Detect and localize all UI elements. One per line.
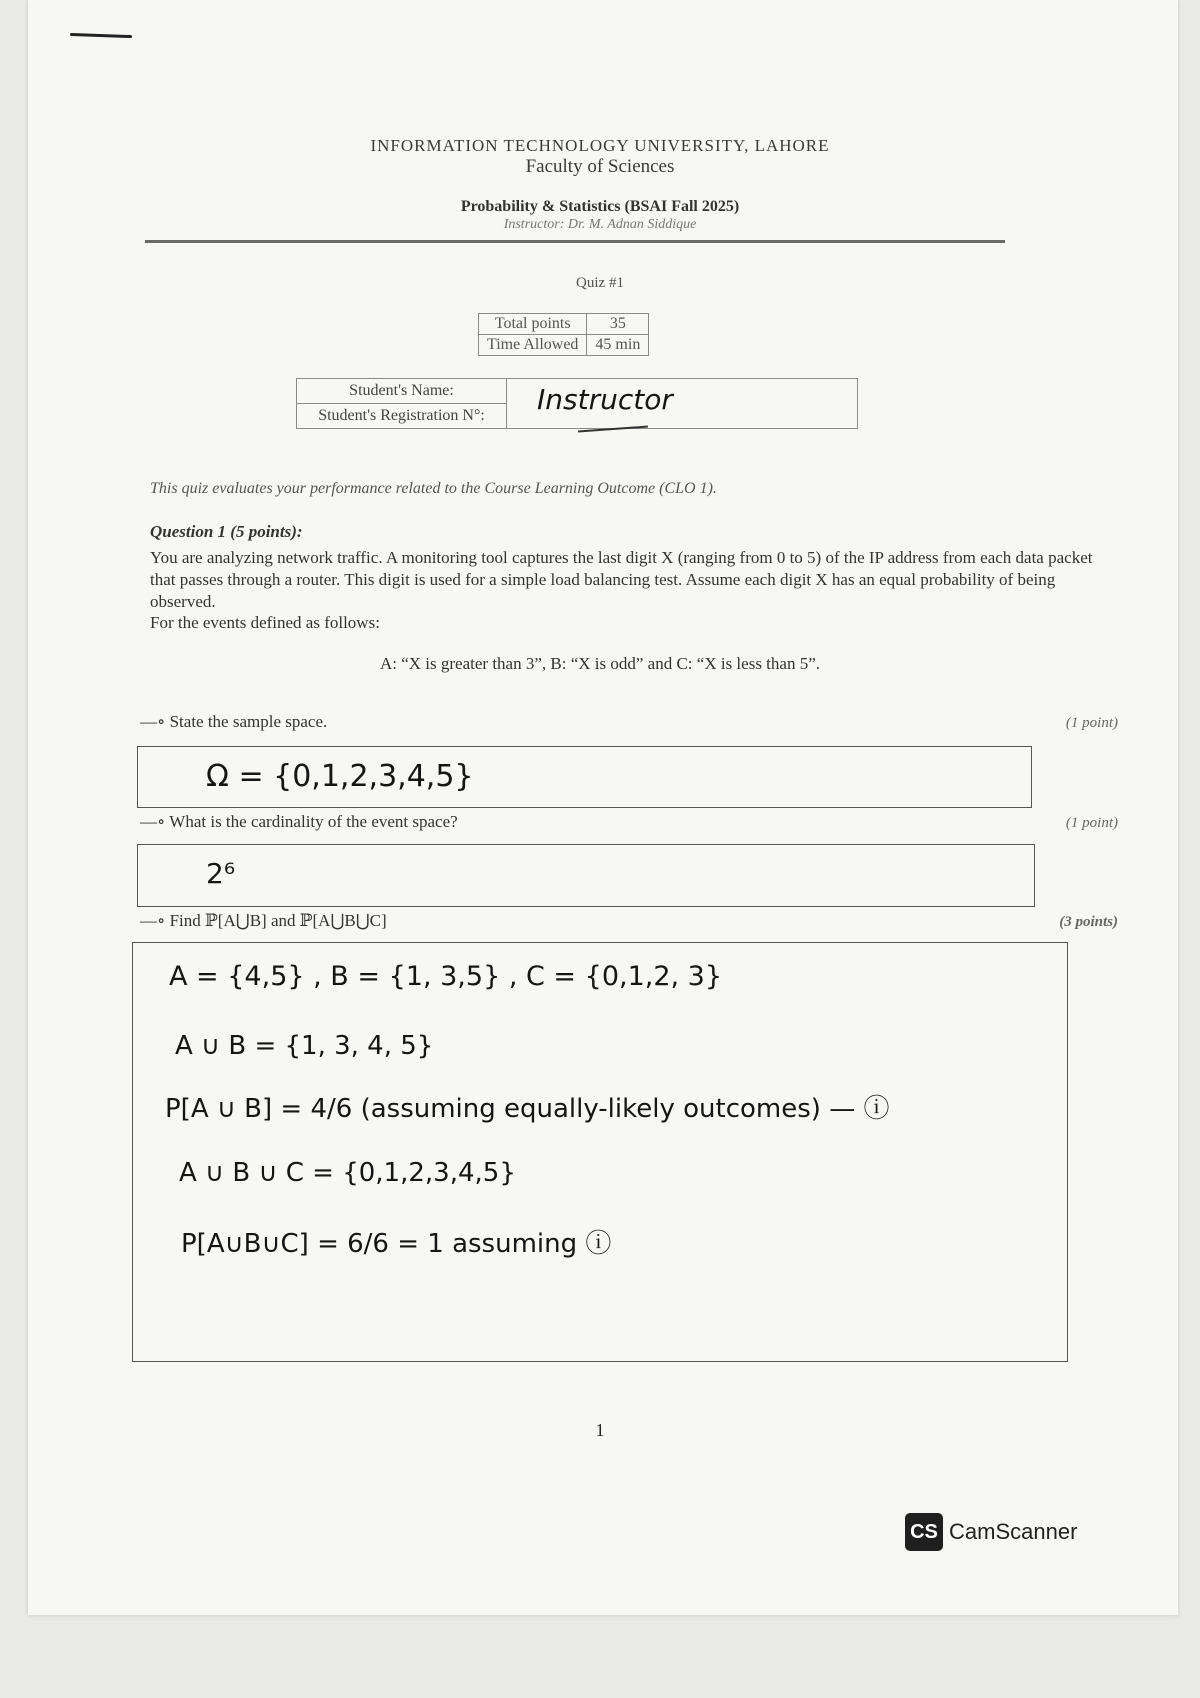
question-heading: Question 1 (5 points): [150, 522, 303, 541]
part1-points: (1 point) [1065, 715, 1118, 731]
student-name-label: Student's Name: [297, 379, 507, 404]
part1-answer: Ω = {0,1,2,3,4,5} [206, 759, 474, 794]
header-divider [145, 240, 1005, 243]
info-table [478, 313, 649, 356]
part3-answer-line: A ∪ B = {1, 3, 4, 5} [175, 1031, 434, 1061]
part3-answer-line: A ∪ B ∪ C = {0,1,2,3,4,5} [179, 1158, 516, 1188]
part3-answer-line: P[A∪B∪C] = 6/6 = 1 assuming ⓘ [181, 1229, 612, 1259]
info-value: 45 min [587, 335, 649, 356]
events-intro: For the events defined as follows: [150, 613, 380, 632]
question-body: You are analyzing network traffic. A monitoring tool captures the last digit X (ranging from 0 to 5) of the IP address from each data packet that passes through a router. This digit is used for a simple load balancing test. Assume each digit X has an equal probability of being observed. [150, 548, 1093, 611]
info-label: Time Allowed [479, 335, 587, 356]
part2-answer-box[interactable] [137, 844, 1035, 907]
camscanner-name: CamScanner [949, 1519, 1078, 1544]
course-title: Probability & Statistics (BSAI Fall 2025) [460, 198, 740, 215]
info-label: Total points [479, 314, 587, 335]
part2-points: (1 point) [1065, 815, 1118, 831]
info-row [479, 314, 649, 335]
part1-answer-box[interactable] [137, 746, 1032, 808]
part3-answer-line: A = {4,5} , B = {1, 3,5} , C = {0,1,2, 3} [169, 961, 723, 992]
part3-prompt: —∘ Find ℙ[A⋃B] and ℙ[A⋃B⋃C] [140, 911, 387, 930]
info-value: 35 [587, 314, 649, 335]
part3-answer-box[interactable] [132, 942, 1068, 1362]
part1-prompt: —∘ State the sample space. [140, 712, 328, 731]
part2-answer: 2⁶ [206, 857, 236, 890]
student-reg-label: Student's Registration N°: [297, 404, 507, 429]
handwritten-name: Instructor [537, 383, 673, 416]
part1-prompt-text: State the sample space. [169, 712, 328, 731]
university-name: INFORMATION TECHNOLOGY UNIVERSITY, LAHORE [370, 136, 830, 155]
faculty-name: Faculty of Sciences [525, 156, 675, 177]
part3-prompt-text: Find ℙ[A⋃B] and ℙ[A⋃B⋃C] [169, 911, 387, 930]
part2-prompt: —∘ What is the cardinality of the event space? [140, 812, 458, 831]
part3-points: (3 points) [1059, 914, 1118, 930]
clo-note: This quiz evaluates your performance related to the Course Learning Outcome (CLO 1). [150, 480, 717, 497]
student-table [296, 378, 858, 429]
part2-prompt-text: What is the cardinality of the event space? [169, 812, 458, 831]
events-definition: A: “X is greater than 3”, B: “X is odd” and C: “X is less than 5”. [379, 654, 820, 673]
camscanner-logo-icon: CS [905, 1513, 943, 1551]
quiz-title: Quiz #1 [576, 275, 624, 291]
student-name-row [297, 379, 858, 404]
page-number: 1 [595, 1420, 605, 1440]
part3-answer-line: P[A ∪ B] = 4/6 (assuming equally-likely outcomes) — ⓘ [165, 1094, 890, 1124]
camscanner-watermark [905, 1512, 1077, 1552]
info-row [479, 335, 649, 356]
instructor-line: Instructor: Dr. M. Adnan Siddique [503, 217, 697, 232]
student-name-field[interactable] [507, 379, 858, 429]
